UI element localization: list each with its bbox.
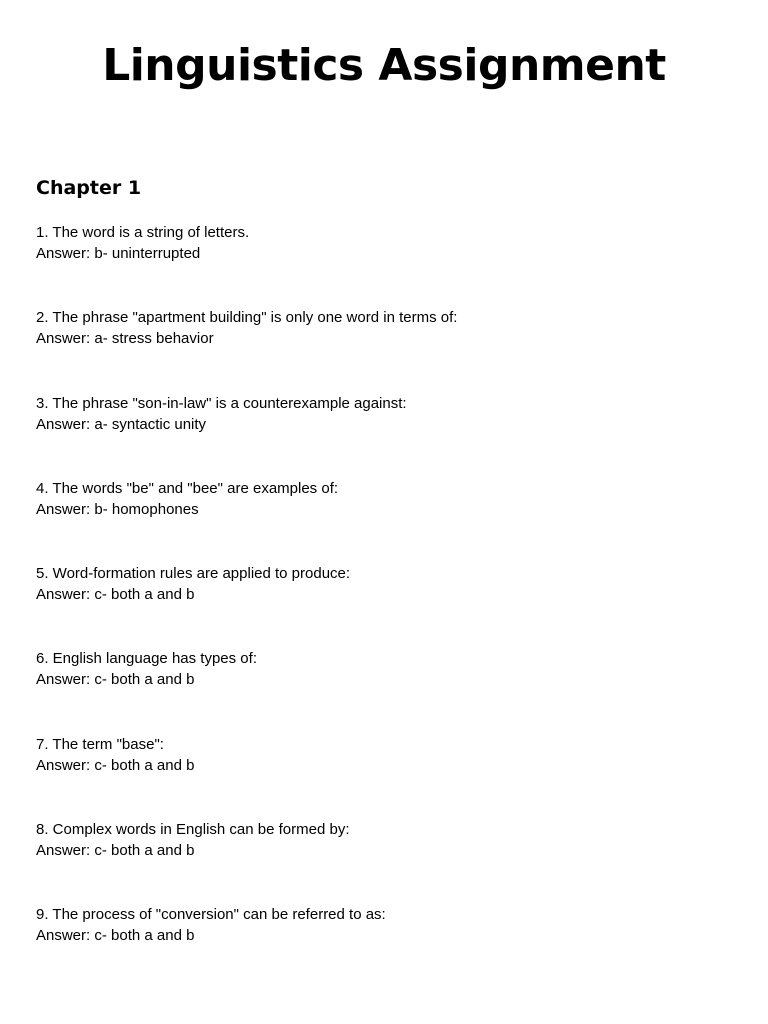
question-text: 9. The process of "conversion" can be referred to as: [36,906,386,924]
question-text: 6. English language has types of: [36,650,257,668]
question-text: 7. The term "base": [36,735,164,753]
answer-text: Answer: a- stress behavior [36,330,214,348]
question-item [36,648,736,733]
answer-text: Answer: c- both a and b [36,927,195,945]
question-list [36,222,736,990]
chapter-heading: Chapter 1 [36,177,142,199]
answer-text: Answer: a- syntactic unity [36,415,207,433]
answer-text: Answer: b- uninterrupted [36,245,201,262]
page-title: Linguistics Assignment [102,40,666,91]
question-item [36,222,736,307]
question-text: 1. The word is a string of letters. [36,224,250,241]
question-text: 8. Complex words in English can be formed by: [36,821,350,839]
answer-text: Answer: b- homophones [36,500,199,518]
answer-text: Answer: c- both a and b [36,671,195,689]
question-item [36,734,736,819]
question-item [36,819,736,904]
question-item [36,904,736,989]
question-text: 5. Word-formation rules are applied to produce: [36,565,351,583]
question-item [36,393,736,478]
answer-text: Answer: c- both a and b [36,756,195,774]
question-text: 3. The phrase "son-in-law" is a counterexample against: [36,394,407,412]
question-text: 2. The phrase "apartment building" is only one word in terms of: [36,309,458,327]
answer-text: Answer: c- both a and b [36,586,195,604]
question-item [36,307,736,392]
question-item [36,478,736,563]
answer-text: Answer: c- both a and b [36,842,195,860]
question-item [36,563,736,648]
question-text: 4. The words "be" and "bee" are examples of: [36,479,339,497]
